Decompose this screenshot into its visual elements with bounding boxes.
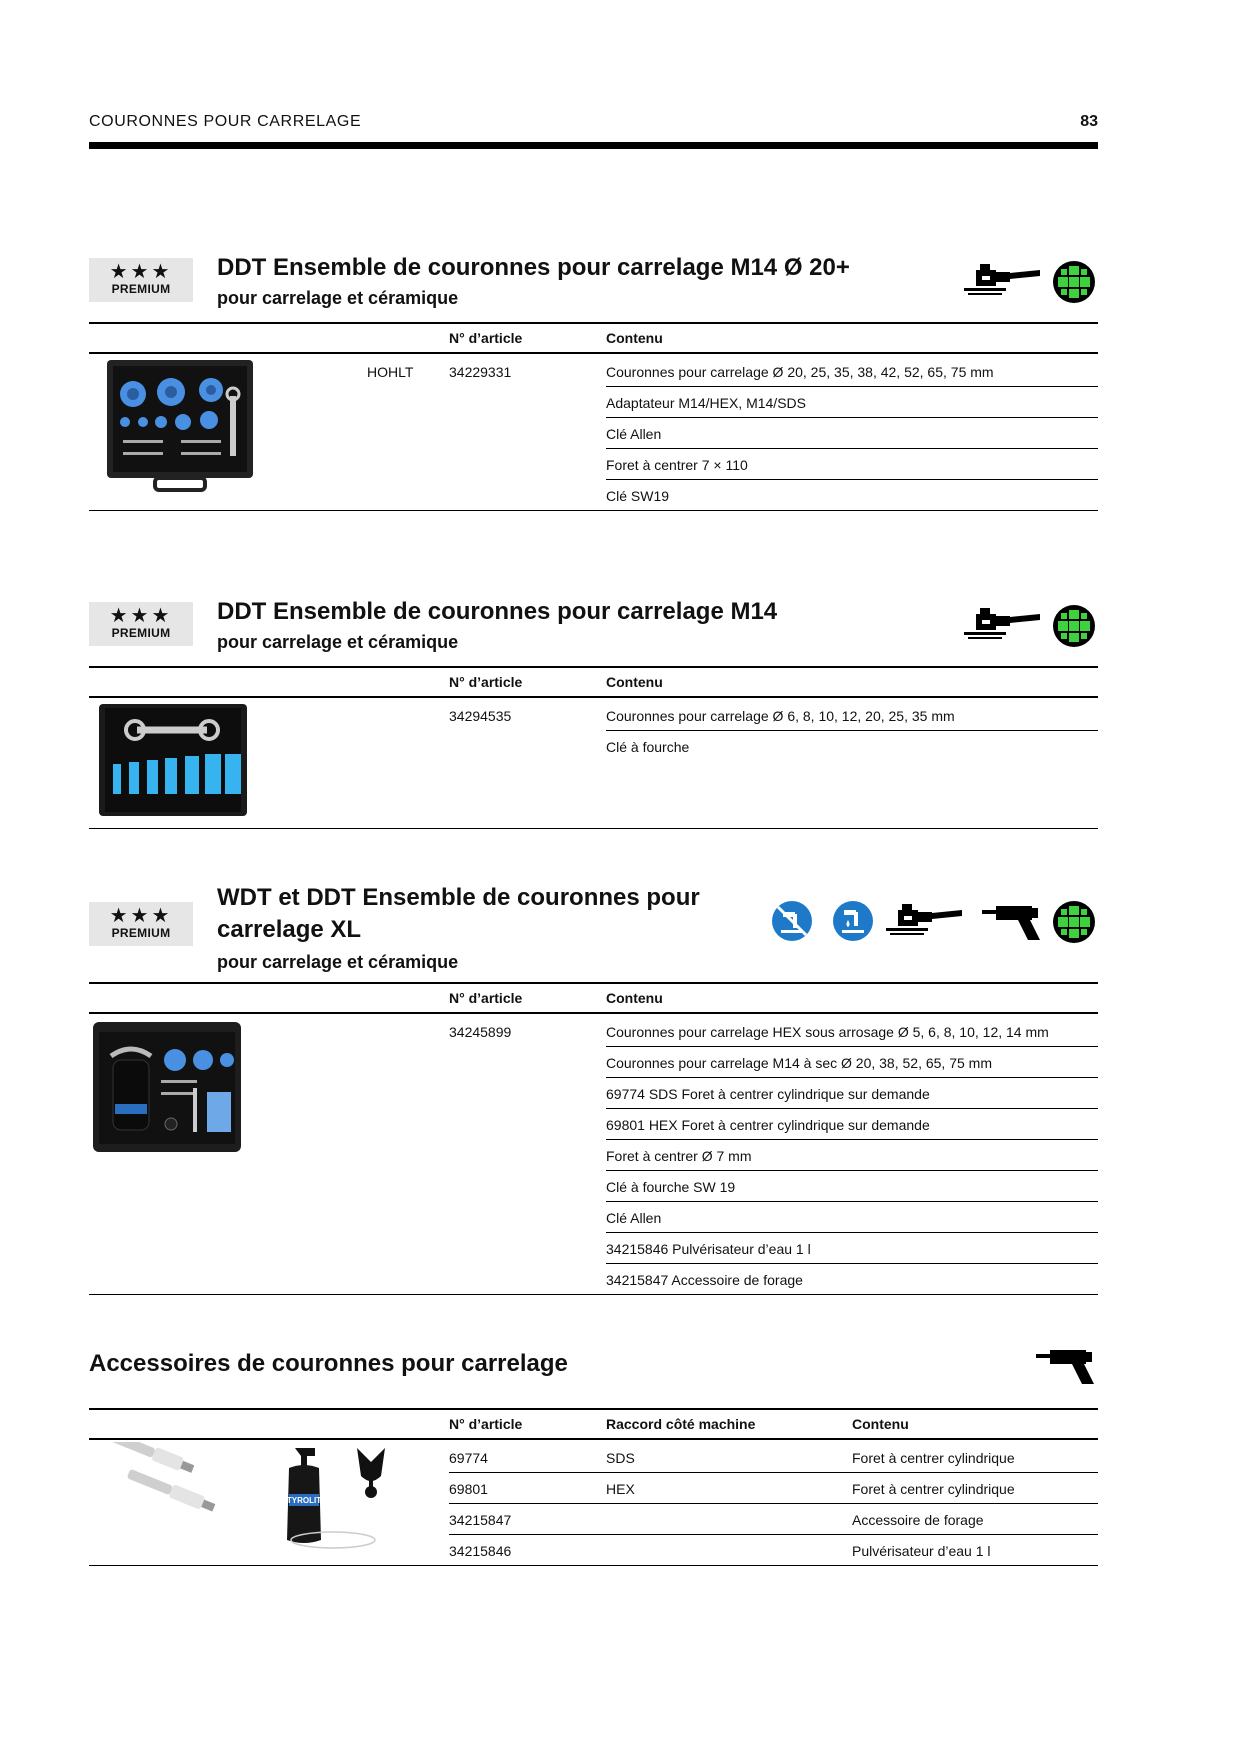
content-item: Couronnes pour carrelage Ø 20, 25, 35, 38, 42, 52, 65, 75 mm <box>606 364 994 380</box>
article-table <box>89 666 1098 832</box>
drill-icon <box>982 900 1044 942</box>
content-item: Foret à centrer cylindrique <box>852 1450 1015 1466</box>
green-tile-icon <box>1052 260 1096 304</box>
product-section-3 <box>89 886 1098 1306</box>
article-table <box>89 982 1098 1306</box>
content-item: Clé Allen <box>606 1210 662 1226</box>
column-header-raccord: Raccord côté machine <box>606 1416 756 1432</box>
accessories-section <box>89 1350 1098 1590</box>
premium-badge <box>89 258 193 302</box>
content-item: Accessoire de forage <box>852 1512 984 1528</box>
article-table <box>89 322 1098 518</box>
section-subtitle: pour carrelage et céramique <box>217 632 459 652</box>
column-header-contenu: Contenu <box>606 674 663 690</box>
section-subtitle: pour carrelage et céramique <box>217 952 459 972</box>
column-header-contenu: Contenu <box>606 990 663 1006</box>
angle-grinder-icon <box>962 604 1046 644</box>
stars-icon: ★★★ <box>109 905 173 927</box>
column-header-article: N° d’article <box>449 1416 523 1432</box>
content-item: Pulvérisateur d’eau 1 l <box>852 1543 991 1559</box>
article-number: 34245899 <box>449 1024 512 1040</box>
page-number: 83 <box>1080 113 1098 130</box>
accessories-title: Accessoires de couronnes pour carrelage <box>89 1350 568 1377</box>
content-item: Clé à fourche SW 19 <box>606 1179 736 1195</box>
premium-badge <box>89 902 193 946</box>
product-section-2 <box>89 598 1098 832</box>
product-image-case <box>91 1020 243 1159</box>
accessories-table <box>89 1408 1098 1588</box>
content-item: Foret à centrer Ø 7 mm <box>606 1148 752 1164</box>
premium-label: PREMIUM <box>111 926 171 940</box>
content-item: 34215846 Pulvérisateur d’eau 1 l <box>606 1241 811 1257</box>
article-number: 34294535 <box>449 708 512 724</box>
content-item: Couronnes pour carrelage HEX sous arrosage Ø 5, 6, 8, 10, 12, 14 mm <box>606 1024 1049 1040</box>
content-item: Foret à centrer cylindrique <box>852 1481 1015 1497</box>
raccord-value: SDS <box>606 1450 635 1466</box>
green-tile-icon <box>1052 604 1096 648</box>
section-title: DDT Ensemble de couronnes pour carrelage M14 <box>217 598 778 625</box>
content-item: Foret à centrer 7 × 110 <box>606 457 748 473</box>
stars-icon: ★★★ <box>109 605 173 627</box>
section-subtitle: pour carrelage et céramique <box>217 288 459 308</box>
raccord-value: HEX <box>606 1481 635 1497</box>
type-label: HOHLT <box>367 364 414 380</box>
angle-grinder-icon <box>884 900 968 940</box>
premium-badge <box>89 602 193 646</box>
product-section-1 <box>89 254 1098 520</box>
angle-grinder-icon <box>962 260 1046 300</box>
column-header-contenu: Contenu <box>852 1416 909 1432</box>
sprayer-brand-label: TYROLIT <box>286 1496 322 1505</box>
column-header-article: N° d’article <box>449 990 523 1006</box>
article-number: 69801 <box>449 1481 488 1497</box>
article-number: 34215847 <box>449 1512 512 1528</box>
content-item: Adaptateur M14/HEX, M14/SDS <box>606 395 806 411</box>
article-number: 34229331 <box>449 364 512 380</box>
content-item: Clé à fourche <box>606 739 690 755</box>
content-item: 69774 SDS Foret à centrer cylindrique sur demande <box>606 1086 930 1102</box>
content-item: Couronnes pour carrelage M14 à sec Ø 20, 38, 52, 65, 75 mm <box>606 1055 992 1071</box>
product-image-sprayer <box>271 1442 391 1555</box>
water-cooling-icon <box>832 900 874 942</box>
column-header-article: N° d’article <box>449 674 523 690</box>
section-title: DDT Ensemble de couronnes pour carrelage M14 Ø 20+ <box>217 254 850 281</box>
premium-label: PREMIUM <box>111 626 171 640</box>
content-item: Clé Allen <box>606 426 662 442</box>
section-title-line2: carrelage XL <box>217 916 362 943</box>
content-item: Clé SW19 <box>606 488 670 504</box>
article-number: 69774 <box>449 1450 488 1466</box>
section-title-line1: WDT et DDT Ensemble de couronnes pour <box>217 884 700 911</box>
drill-icon <box>1036 1344 1098 1386</box>
running-head <box>89 113 1098 133</box>
green-tile-icon <box>1052 900 1096 944</box>
product-image-centering-drills <box>89 1442 249 1521</box>
stars-icon: ★★★ <box>109 261 173 283</box>
column-header-contenu: Contenu <box>606 330 663 346</box>
header-rule <box>89 142 1098 149</box>
content-item: Couronnes pour carrelage Ø 6, 8, 10, 12, 20, 25, 35 mm <box>606 708 955 724</box>
article-number: 34215846 <box>449 1543 512 1559</box>
product-image-case <box>105 356 255 497</box>
running-title: COURONNES POUR CARRELAGE <box>89 113 362 130</box>
product-image-case <box>97 702 249 823</box>
content-item: 69801 HEX Foret à centrer cylindrique sur demande <box>606 1117 930 1133</box>
column-header-article: N° d’article <box>449 330 523 346</box>
no-water-icon <box>771 900 813 942</box>
premium-label: PREMIUM <box>111 282 171 296</box>
content-item: 34215847 Accessoire de forage <box>606 1272 803 1288</box>
